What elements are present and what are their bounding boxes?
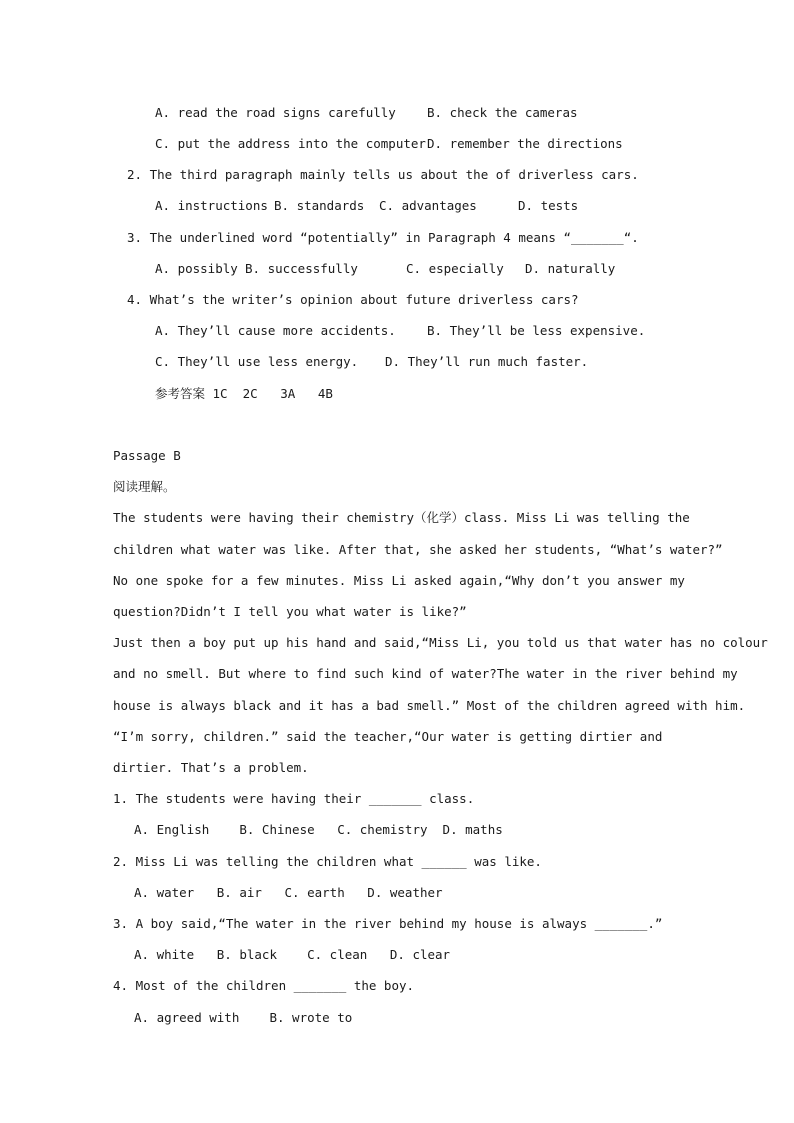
answer-key: 参考答案 1C 2C 3A 4B	[155, 386, 333, 401]
q2-option-c: C. advantages	[379, 198, 477, 213]
question-2: 2. The third paragraph mainly tells us about the of driverless cars.	[127, 167, 639, 182]
passage-line: No one spoke for a few minutes. Miss Li asked again,“Why don’t you answer my	[113, 573, 685, 588]
question-3: 3. The underlined word “potentially” in Paragraph 4 means “_______“.	[127, 230, 639, 245]
q3-option-c: C. especially	[406, 261, 504, 276]
b-question-4-options: A. agreed with B. wrote to	[134, 1010, 353, 1025]
passage-line: question?Didn’t I tell you what water is like?”	[113, 604, 467, 619]
section-instruction: 阅读理解。	[113, 479, 176, 494]
q1-option-d: D. remember the directions	[427, 136, 623, 151]
question-4: 4. What’s the writer’s opinion about future driverless cars?	[127, 292, 579, 307]
q4-option-a: A. They’ll cause more accidents.	[155, 323, 396, 338]
passage-line: children what water was like. After that, she asked her students, “What’s water?”	[113, 542, 723, 557]
b-question-3-options: A. white B. black C. clean D. clear	[134, 947, 451, 962]
passage-line: and no smell. But where to find such kind of water?The water in the river behind my	[113, 666, 738, 681]
q2-option-d: D. tests	[518, 198, 579, 213]
q2-option-a: A. instructions	[155, 198, 268, 213]
passage-line: dirtier. That’s a problem.	[113, 760, 309, 775]
passage-line: “I’m sorry, children.” said the teacher,“Our water is getting dirtier and	[113, 729, 663, 744]
q1-option-c: C. put the address into the computer	[155, 136, 426, 151]
q1-option-a: A. read the road signs carefully	[155, 105, 396, 120]
b-question-4: 4. Most of the children _______ the boy.	[113, 978, 415, 993]
q4-option-c: C. They’ll use less energy.	[155, 354, 359, 369]
passage-line: house is always black and it has a bad smell.” Most of the children agreed with him.	[113, 698, 746, 713]
b-question-1-options: A. English B. Chinese C. chemistry D. maths	[134, 822, 503, 837]
passage-b-title: Passage B	[113, 448, 181, 463]
b-question-2-options: A. water B. air C. earth D. weather	[134, 885, 443, 900]
b-question-2: 2. Miss Li was telling the children what ______ was like.	[113, 854, 542, 869]
q4-option-d: D. They’ll run much faster.	[385, 354, 589, 369]
passage-line: The students were having their chemistry（化学）class. Miss Li was telling the	[113, 510, 690, 525]
q2-option-b: B. standards	[274, 198, 365, 213]
q4-option-b: B. They’ll be less expensive.	[427, 323, 646, 338]
passage-line: Just then a boy put up his hand and said,“Miss Li, you told us that water has no colour	[113, 635, 768, 650]
b-question-3: 3. A boy said,“The water in the river behind my house is always _______.”	[113, 916, 663, 931]
q3-option-b: B. successfully	[245, 261, 358, 276]
q1-option-b: B. check the cameras	[427, 105, 578, 120]
b-question-1: 1. The students were having their _______ class.	[113, 791, 475, 806]
q3-option-d: D. naturally	[525, 261, 616, 276]
q3-option-a: A. possibly	[155, 261, 238, 276]
